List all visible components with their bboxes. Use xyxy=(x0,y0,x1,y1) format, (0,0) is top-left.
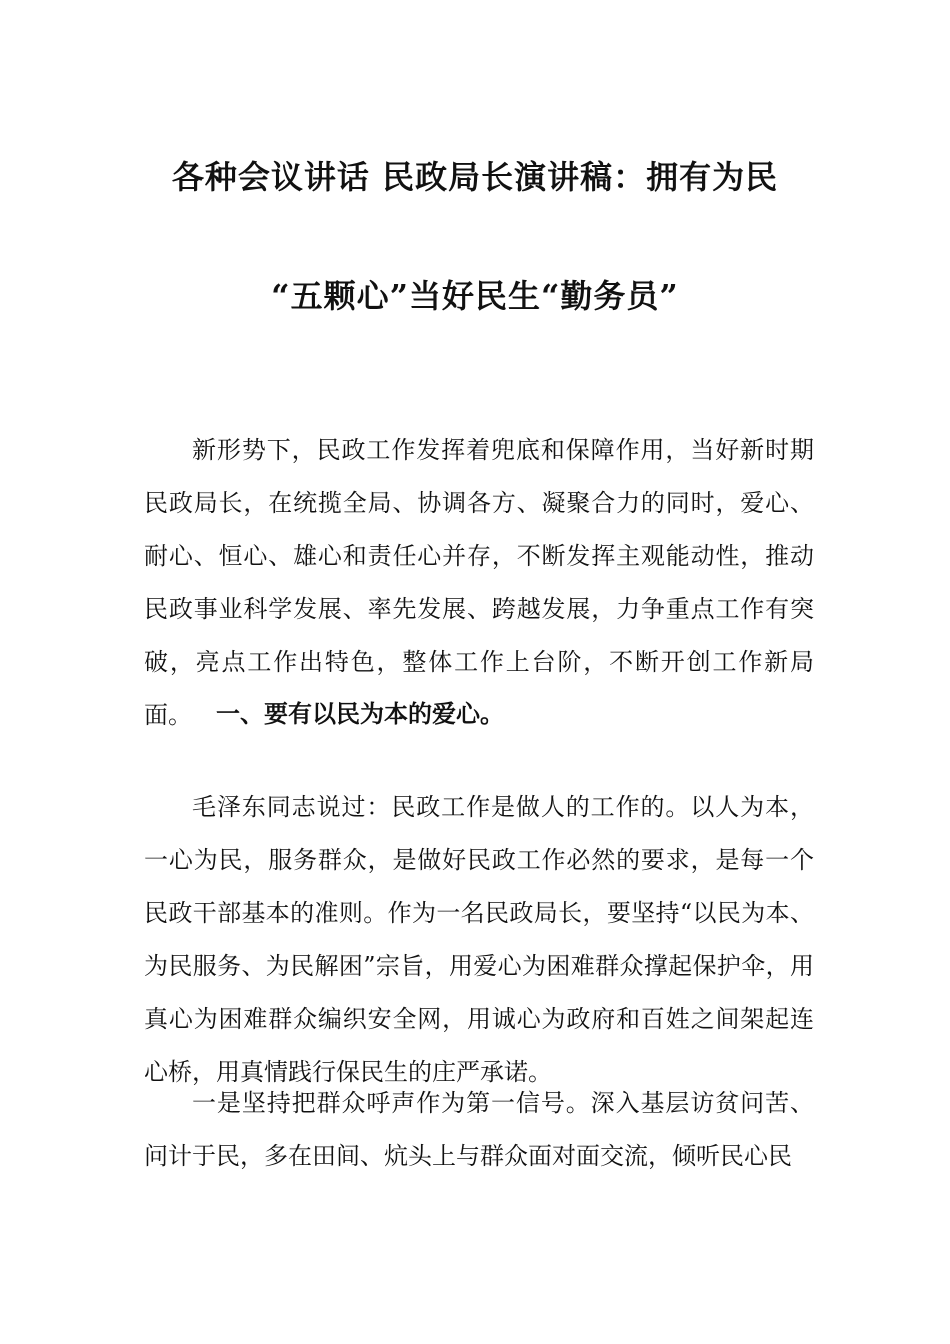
section-1-paragraph: 毛泽东同志说过：民政工作是做人的工作的。以人为本，一心为民，服务群众，是做好民政工作必然的要求，是每一个民政干部基本的准则。作为一名民政局长，要坚持“以民为本、为民服务、为民解困”宗旨，用爱心为困难群众撑起保护伞，用真心为困难群众编织安全网，用诚心为政府和百姓之间架起连心桥，用真情践行保民生的庄严承诺。 xyxy=(144,793,814,1086)
section-heading-1: 一、要有以民为本的爱心。 xyxy=(216,699,504,728)
section-1-point-1-paragraph: 一是坚持把群众呼声作为第一信号。深入基层访贫问苦、问计于民，多在田间、炕头上与群众面对面交流，倾听民心民 xyxy=(144,1089,814,1170)
intro-paragraph: 新形势下，民政工作发挥着兜底和保障作用，当好新时期民政局长，在统揽全局、协调各方、凝聚合力的同时，爱心、耐心、恒心、雄心和责任心并存，不断发挥主观能动性，推动民政事业科学发展、率先发展、跨越发展，力争重点工作有突破，亮点工作出特色，整体工作上台阶，不断开创工作新局面。 xyxy=(144,436,814,729)
document-title-line-1: 各种会议讲话 民政局长演讲稿：拥有为民 xyxy=(171,158,779,196)
section-1-body xyxy=(144,781,814,1099)
section-1-point-1 xyxy=(144,1077,814,1183)
document-title-line-2: “五颗心”当好民生“勤务员” xyxy=(271,277,679,315)
